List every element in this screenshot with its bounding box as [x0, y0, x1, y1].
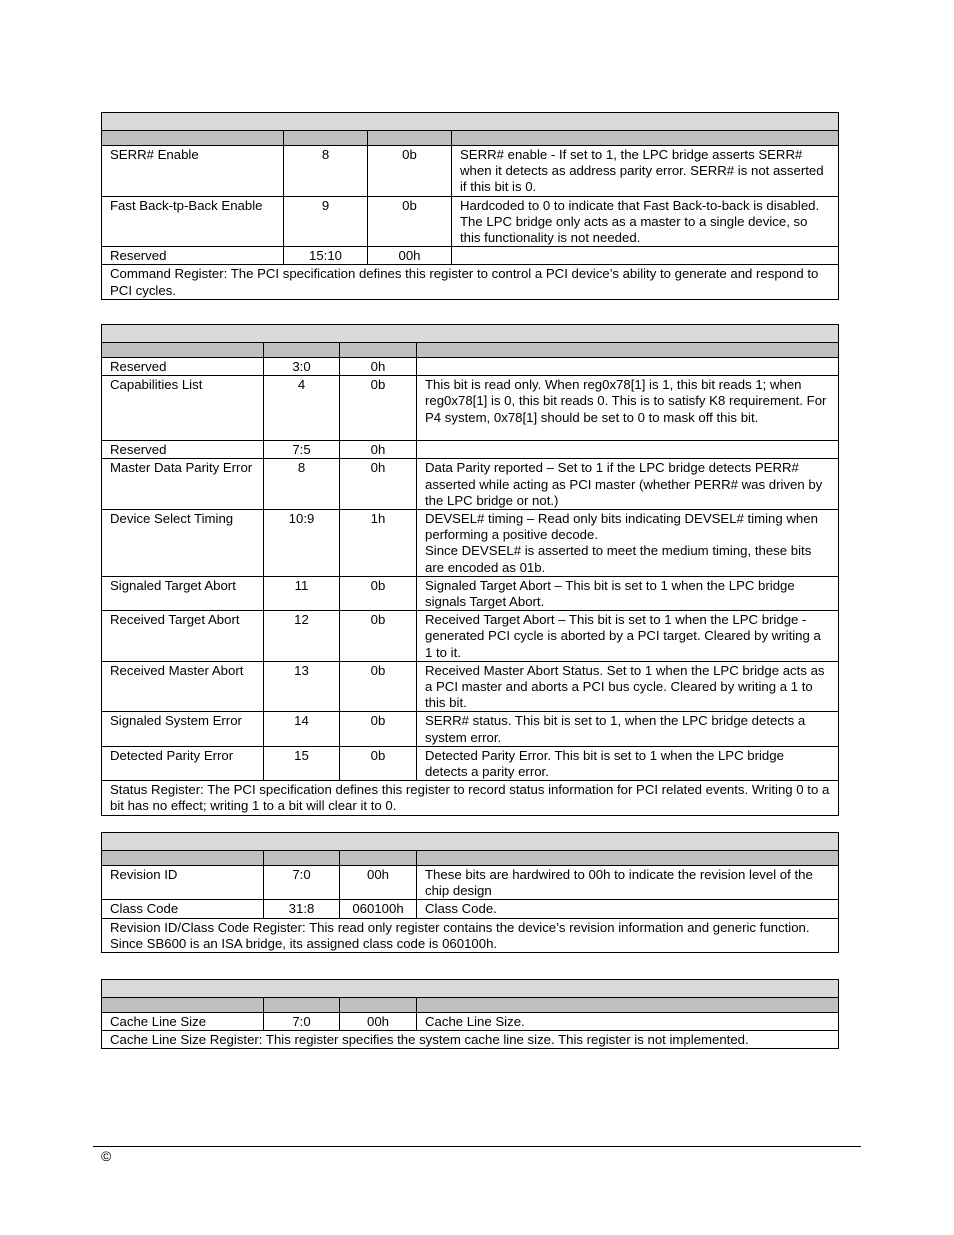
- field-description: SERR# enable - If set to 1, the LPC bridge asserts SERR# when it detects as address parity error. SERR# is not asserted if this bit is 0.: [452, 146, 839, 197]
- field-bits: 10:9: [264, 510, 340, 577]
- revision-class-code-table: [101, 832, 839, 953]
- table-header-row: [102, 343, 839, 358]
- field-bits: 8: [264, 459, 340, 510]
- register-note: Command Register: The PCI specification defines this register to control a PCI device’s ability to generate and respond to PCI cycles.: [102, 265, 839, 299]
- footer-copyright: ©: [101, 1148, 112, 1164]
- field-bits: 8: [284, 146, 368, 197]
- table-row: [102, 376, 839, 441]
- footer-divider: [93, 1146, 861, 1147]
- table-row: [102, 900, 839, 918]
- field-default: 0h: [340, 459, 417, 510]
- field-description: Data Parity reported – Set to 1 if the LPC bridge detects PERR# asserted while acting as PCI master (whether PERR# was driven by the LPC bridge or not.): [417, 459, 839, 510]
- table-row: [102, 146, 839, 197]
- field-description: Hardcoded to 0 to indicate that Fast Back-to-back is disabled. The LPC bridge only acts as a master to a single device, so this functionality is not needed.: [452, 196, 839, 247]
- table-row: [102, 746, 839, 780]
- table-row: [102, 611, 839, 662]
- field-description: This bit is read only. When reg0x78[1] is 1, this bit reads 1; when reg0x78[1] is 0, this bit reads 0. This is to satisfy K8 requirement. For P4 system, 0x78[1] should be set to 0 to mask off this bit.: [417, 376, 839, 441]
- register-note: Cache Line Size Register: This register specifies the system cache line size. This register is not implemented.: [102, 1031, 839, 1049]
- table-header-row: [102, 998, 839, 1013]
- field-default: 0b: [340, 576, 417, 610]
- field-bits: 7:5: [264, 441, 340, 459]
- table-row: [102, 459, 839, 510]
- field-name: Device Select Timing: [102, 510, 264, 577]
- field-name: Signaled System Error: [102, 712, 264, 746]
- register-note: Status Register: The PCI specification defines this register to record status information for PCI related events. Writing 0 to a bit has no effect; writing 1 to a bit will clear it to 0.: [102, 781, 839, 815]
- field-default: 1h: [340, 510, 417, 577]
- field-description: [417, 441, 839, 459]
- table-row: [102, 196, 839, 247]
- field-bits: 31:8: [264, 900, 340, 918]
- table-row: [102, 358, 839, 376]
- table-row: [102, 576, 839, 610]
- field-default: 00h: [368, 247, 452, 265]
- field-default: 0h: [340, 441, 417, 459]
- table-row: [102, 866, 839, 900]
- table-title-bar: [102, 833, 839, 851]
- field-description-line: Since DEVSEL# is asserted to meet the medium timing, these bits are encoded as 01b.: [425, 543, 812, 575]
- field-default: 0b: [340, 661, 417, 712]
- field-bits: 3:0: [264, 358, 340, 376]
- field-name: Received Target Abort: [102, 611, 264, 662]
- field-name: Capabilities List: [102, 376, 264, 441]
- field-description: Received Target Abort – This bit is set to 1 when the LPC bridge -generated PCI cycle is aborted by a PCI target. Cleared by writing a 1 to it.: [417, 611, 839, 662]
- field-default: 0b: [340, 746, 417, 780]
- field-bits: 15:10: [284, 247, 368, 265]
- field-description: Detected Parity Error. This bit is set to 1 when the LPC bridge detects a parity error.: [417, 746, 839, 780]
- field-description-line: DEVSEL# timing – Read only bits indicating DEVSEL# timing when performing a positive decode.: [425, 511, 818, 543]
- field-description: Received Master Abort Status. Set to 1 when the LPC bridge acts as a PCI master and aborts a PCI bus cycle. Cleared by writing a 1 to this bit.: [417, 661, 839, 712]
- field-name: SERR# Enable: [102, 146, 284, 197]
- table-row: [102, 441, 839, 459]
- field-description: These bits are hardwired to 00h to indicate the revision level of the chip design: [417, 866, 839, 900]
- table-row: [102, 712, 839, 746]
- register-note-row: [102, 265, 839, 299]
- table-title-bar: [102, 325, 839, 343]
- field-default: 0b: [368, 196, 452, 247]
- field-name: Cache Line Size: [102, 1013, 264, 1031]
- field-default: 060100h: [340, 900, 417, 918]
- field-default: 0b: [340, 376, 417, 441]
- field-name: Fast Back-tp-Back Enable: [102, 196, 284, 247]
- field-bits: 15: [264, 746, 340, 780]
- field-bits: 9: [284, 196, 368, 247]
- field-description: Signaled Target Abort – This bit is set to 1 when the LPC bridge signals Target Abort.: [417, 576, 839, 610]
- field-bits: 11: [264, 576, 340, 610]
- field-default: 0b: [340, 611, 417, 662]
- field-name: Revision ID: [102, 866, 264, 900]
- field-name: Reserved: [102, 358, 264, 376]
- field-description: SERR# status. This bit is set to 1, when the LPC bridge detects a system error.: [417, 712, 839, 746]
- field-default: 0b: [340, 712, 417, 746]
- field-default: 0h: [340, 358, 417, 376]
- field-name: Detected Parity Error: [102, 746, 264, 780]
- field-bits: 13: [264, 661, 340, 712]
- field-name: Received Master Abort: [102, 661, 264, 712]
- field-description: [417, 510, 839, 577]
- field-description: Cache Line Size.: [417, 1013, 839, 1031]
- register-note-row: [102, 1031, 839, 1049]
- table-title-bar: [102, 980, 839, 998]
- cache-line-size-table: [101, 979, 839, 1049]
- field-bits: 7:0: [264, 866, 340, 900]
- table-header-row: [102, 131, 839, 146]
- field-name: Master Data Parity Error: [102, 459, 264, 510]
- field-description: [417, 358, 839, 376]
- register-note-row: [102, 781, 839, 815]
- field-default: 00h: [340, 866, 417, 900]
- field-name: Reserved: [102, 441, 264, 459]
- field-description: Class Code.: [417, 900, 839, 918]
- register-note: Revision ID/Class Code Register: This read only register contains the device’s revision information and generic function. Since SB600 is an ISA bridge, its assigned class code is 060100h.: [102, 918, 839, 952]
- table-row: [102, 510, 839, 577]
- status-register-table: [101, 324, 839, 816]
- table-row: [102, 247, 839, 265]
- table-row: [102, 1013, 839, 1031]
- field-bits: 14: [264, 712, 340, 746]
- field-bits: 7:0: [264, 1013, 340, 1031]
- field-name: Class Code: [102, 900, 264, 918]
- field-bits: 4: [264, 376, 340, 441]
- field-description: [452, 247, 839, 265]
- table-header-row: [102, 851, 839, 866]
- field-default: 0b: [368, 146, 452, 197]
- field-name: Reserved: [102, 247, 284, 265]
- register-note-row: [102, 918, 839, 952]
- field-default: 00h: [340, 1013, 417, 1031]
- field-bits: 12: [264, 611, 340, 662]
- table-row: [102, 661, 839, 712]
- table-title-bar: [102, 113, 839, 131]
- command-register-table: [101, 112, 839, 300]
- field-name: Signaled Target Abort: [102, 576, 264, 610]
